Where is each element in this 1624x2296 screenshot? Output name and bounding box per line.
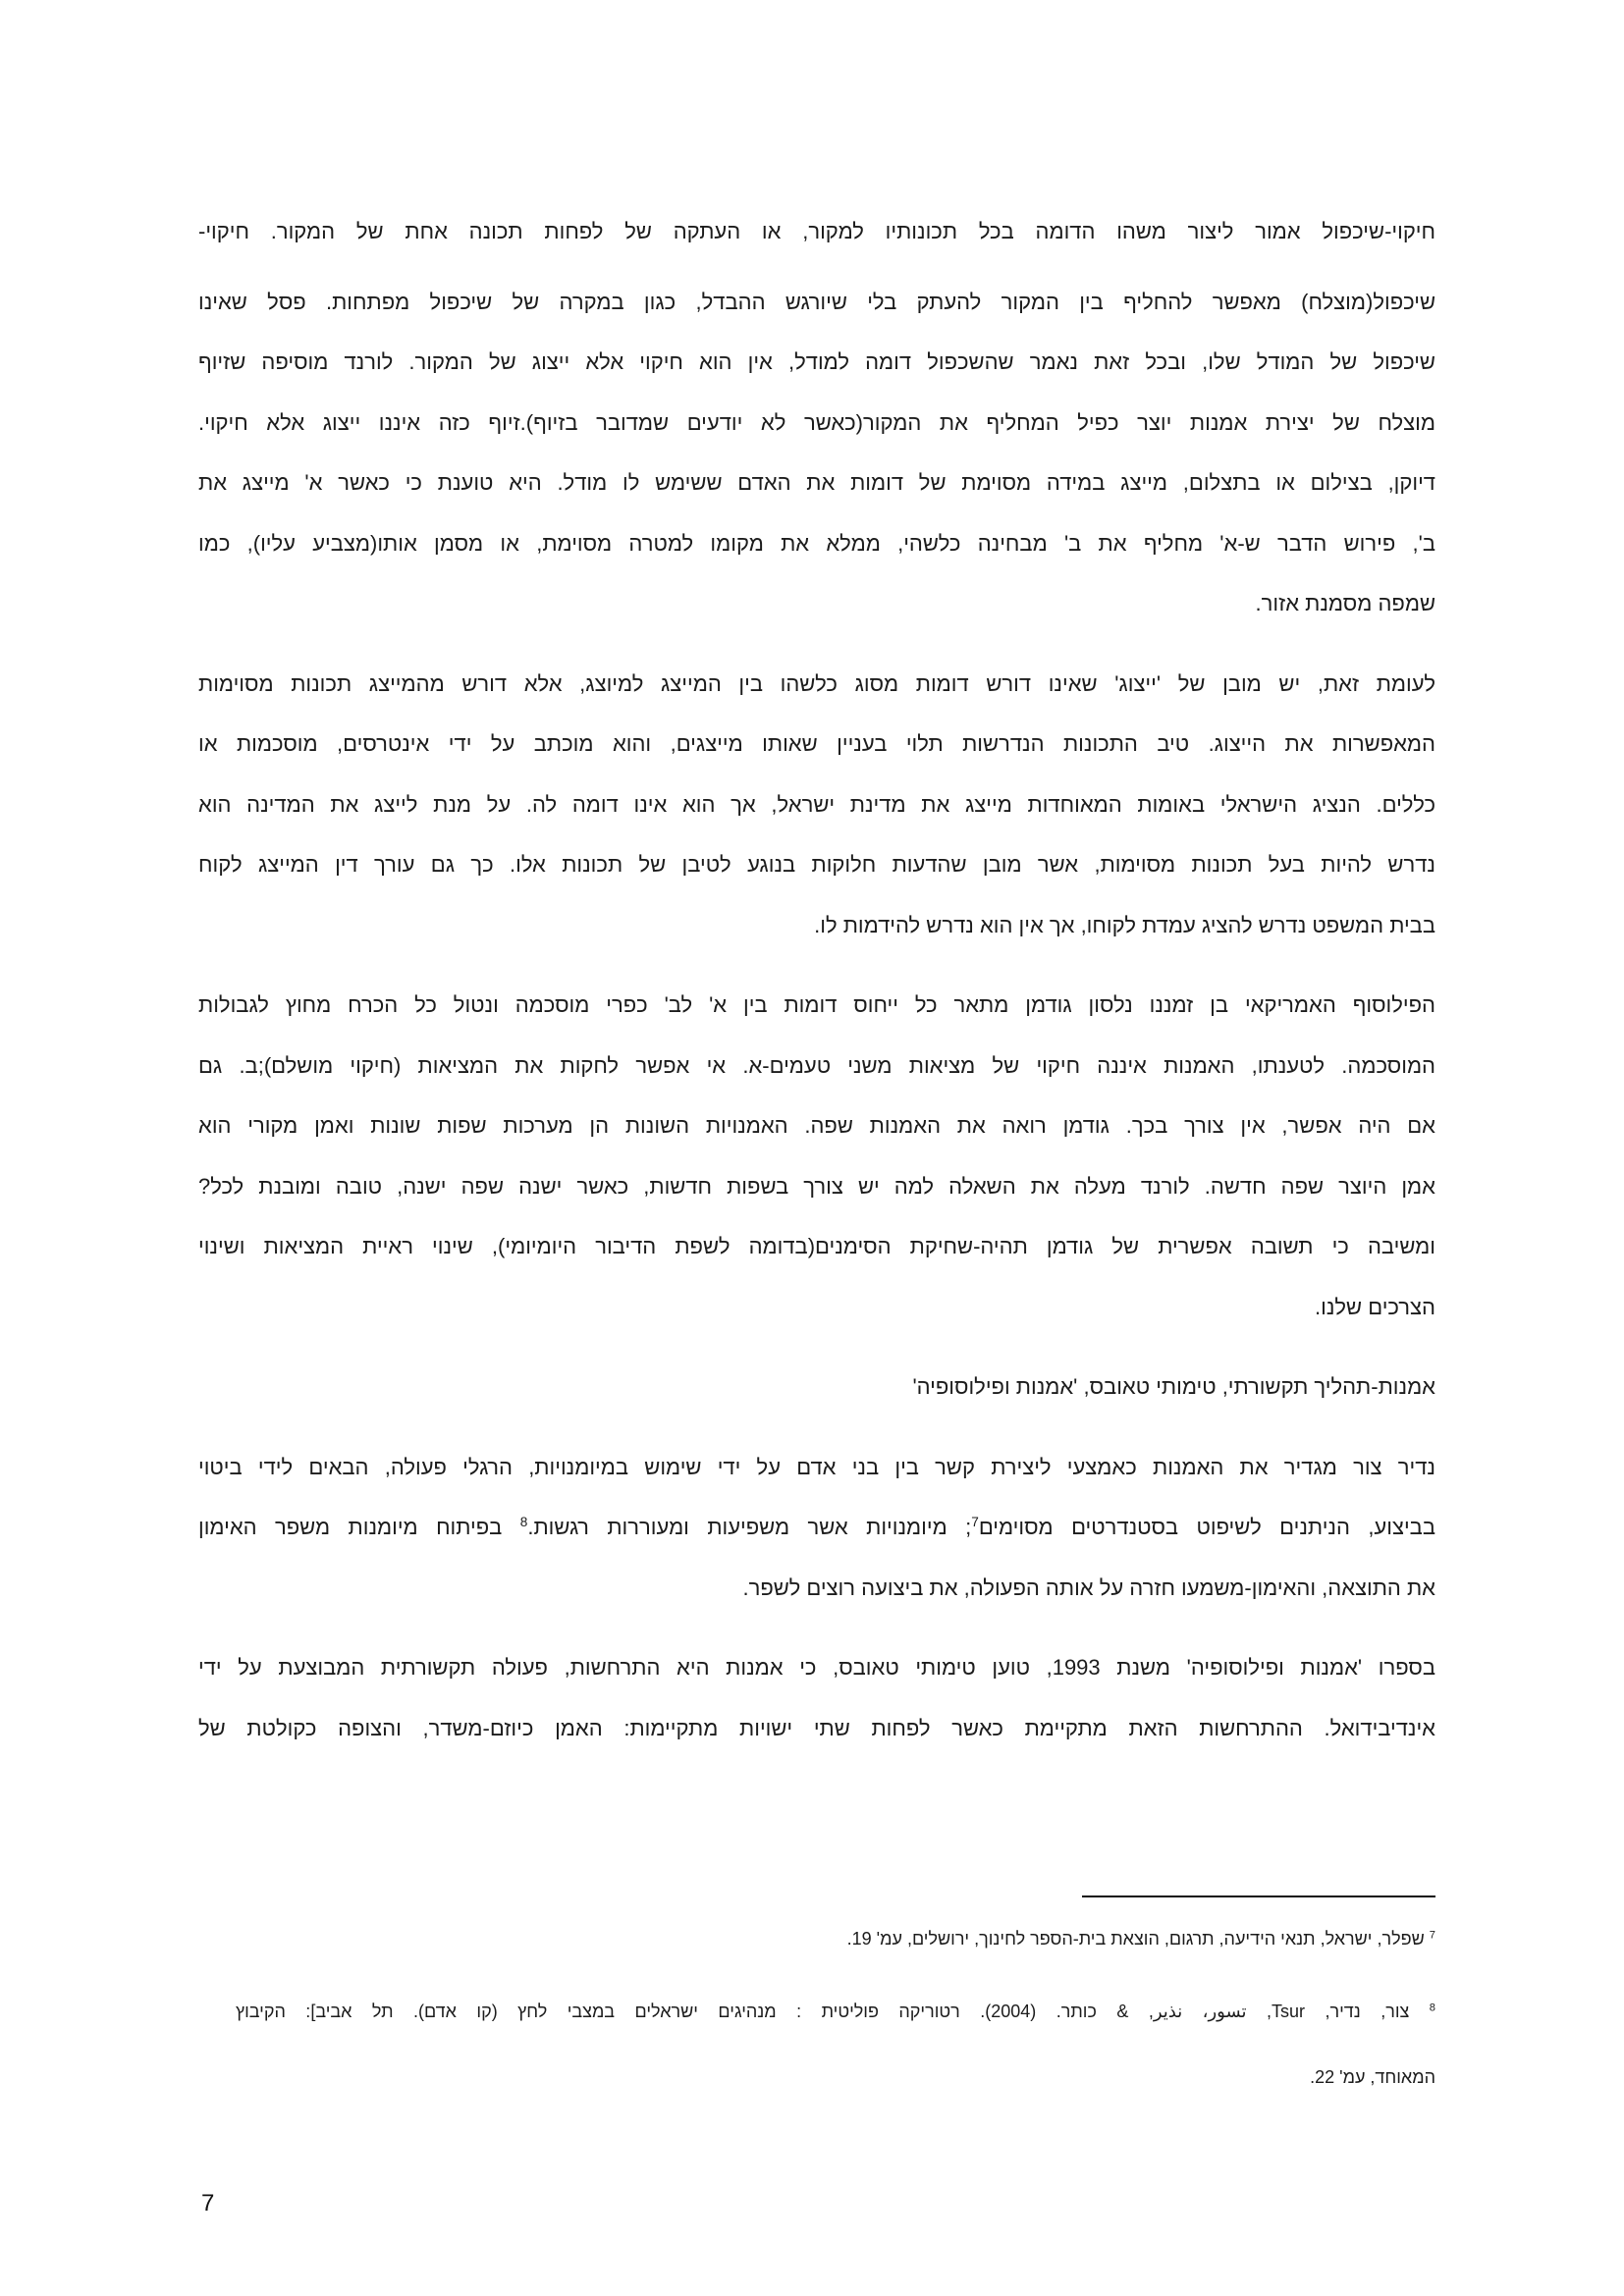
text-line: הצרכים שלנו. bbox=[1315, 1294, 1435, 1319]
footnote-separator bbox=[1082, 1896, 1435, 1897]
footnote-line: המאוחד, עמ' 22. bbox=[1310, 2067, 1435, 2087]
footnote-text: צור, נדיר, Tsur, تسور، نذير, & כותר. (2004). רטוריקה פוליטית : מנהיגים ישראלים במצבי לחץ (קו אדם). תל אביב]: הקיבוץ bbox=[236, 2001, 1410, 2021]
text-line: ומשיבה כי תשובה אפשרית של גודמן תהיה-שחיקת הסימנים(בדומה לשפת הדיבור היומיומי), שינוי ראיית המציאות ושינוי bbox=[198, 1234, 1435, 1258]
text-line: אם היה אפשר, אין צורך בכך. גודמן רואה את האמנות שפה. האמנויות השונות הן מערכות שפות שונות ואמן מקורי הוא bbox=[198, 1113, 1435, 1138]
footnotes bbox=[198, 1906, 1435, 2117]
text-line: נדרש להיות בעל תכונות מסוימות, אשר מובן שהדעות חלוקות בנוגע לטיבן של תכונות אלו. כך גם עורך דין המייצג לקוח bbox=[198, 852, 1435, 877]
footnote-reference-7: 7 bbox=[971, 1514, 979, 1529]
text-line: ב', פירוש הדבר ש-א' מחליף את ב' מבחינה כלשהי, ממלא את מקומו למטרה מסוימת, או מסמן אותו(מצביע עליו), כמו bbox=[198, 530, 1435, 556]
body-text bbox=[198, 201, 1435, 1778]
page-number: 7 bbox=[201, 2190, 215, 2216]
text-line: את התוצאה, והאימון-משמעו חזרה על אותה הפעולה, את ביצועה רוצים לשפר. bbox=[742, 1575, 1435, 1600]
text-segment: בביצוע, הניתנים לשיפוט בסטנדרטים מסוימים bbox=[978, 1515, 1435, 1539]
text-line bbox=[198, 1497, 1435, 1558]
paragraph-3 bbox=[198, 975, 1435, 1337]
text-line: אינדיבידואל. ההתרחשות הזאת מתקיימת כאשר לפחות שתי ישויות מתקיימות: האמן כיוזם-משדר, והצופה כקולטת של bbox=[198, 1715, 1435, 1740]
text-line: מוצלח של יצירת אמנות יוצר כפיל המחליף את המקור(כאשר לא יודעים שמדובר בזיוף).זיוף כזה איננו ייצוג אלא חיקוי. bbox=[198, 409, 1435, 435]
paragraph-2 bbox=[198, 654, 1435, 956]
text-line: הפילוסוף האמריקאי בן זמננו נלסון גודמן מתאר כל ייחוס דומות בין א' לב' כפרי מוסכמה ונטול כל הכרח מחוץ לגבולות bbox=[198, 992, 1435, 1017]
text-line: נדיר צור מגדיר את האמנות כאמצעי ליצירת קשר בין בני אדם על ידי שימוש במיומנויות, הרגלי פעולה, הבאים לידי ביטוי bbox=[198, 1454, 1435, 1479]
text-line: שיכפול(מוצלח) מאפשר להחליף בין המקור להעתק בלי שיורגש ההבדל, כגון במקרה של שיכפול מפתחות. פסל שאינו bbox=[198, 289, 1435, 314]
paragraph-1 bbox=[198, 201, 1435, 634]
text-segment: בפיתוח מיומנות משפר האימון bbox=[198, 1515, 503, 1539]
footnote-8 bbox=[198, 1979, 1435, 2111]
section-heading-block bbox=[198, 1357, 1435, 1417]
section-heading: אמנות-תהליך תקשורתי, טימותי טאובס, 'אמנות ופילוסופיה' bbox=[912, 1374, 1435, 1399]
text-line: לעומת זאת, יש מובן של 'ייצוג' שאינו דורש דומות מסוג כלשהו בין המייצג למיוצג, אלא דורש מהמייצג תכונות מסוימות bbox=[198, 670, 1435, 696]
footnote-7 bbox=[198, 1906, 1435, 1973]
text-segment: ; מיומנויות אשר משפיעות ומעוררות רגשות. bbox=[527, 1515, 972, 1539]
text-line: אמן היוצר שפה חדשה. לורנד מעלה את השאלה למה יש צורך בשפות חדשות, כאשר ישנה שפה ישנה, טובה ומובנת לכל? bbox=[198, 1173, 1435, 1199]
paragraph-5 bbox=[198, 1637, 1435, 1758]
footnote-text: שפלר, ישראל, תנאי הידיעה, תרגום, הוצאת בית-הספר לחינוך, ירושלים, עמ' 19. bbox=[846, 1929, 1425, 1949]
text-line: בספרו 'אמנות ופילוסופיה' משנת 1993, טוען טימותי טאובס, כי אמנות היא התרחשות, פעולה תקשורתית המבוצעת על ידי bbox=[198, 1655, 1435, 1680]
text-line: כללים. הנציג הישראלי באומות המאוחדות מייצג את מדינת ישראל, אך הוא אינו דומה לה. על מנת לייצג את המדינה הוא bbox=[198, 791, 1435, 817]
text-line: בבית המשפט נדרש להציג עמדת לקוחו, אך אין הוא נדרש להידמות לו. bbox=[814, 912, 1435, 937]
footnote-reference-8: 8 bbox=[519, 1514, 528, 1529]
paragraph-4 bbox=[198, 1437, 1435, 1619]
footnote-line bbox=[198, 1979, 1435, 2046]
text-line: דיוקן, בצילום או בתצלום, מייצג במידה מסוימת של דומות את האדם ששימש לו מודל. היא טוענת כי כאשר א' מייצג את bbox=[198, 470, 1435, 495]
text-line: חיקוי-שיכפול אמור ליצור משהו הדומה בכל תכונותיו למקור, או העתקה של לפחות תכונה אחת של המקור. חיקוי- bbox=[198, 219, 1435, 243]
footnote-marker: 8 bbox=[1429, 2001, 1436, 2013]
text-line: שמפה מסמנת אזור. bbox=[1255, 591, 1435, 615]
text-line: המאפשרות את הייצוג. טיב התכונות הנדרשות תלוי בעניין שאותו מייצגים, והוא מוכתב על ידי אינטרסים, מוסכמות או bbox=[198, 731, 1435, 756]
text-line: המוסכמה. לטענתו, האמנות איננה חיקוי של מציאות משני טעמים-א. אי אפשר לחקות את המציאות (חיקוי מושלם);ב. גם bbox=[198, 1052, 1435, 1078]
footnote-line bbox=[198, 1906, 1435, 1973]
footnote-marker: 7 bbox=[1429, 1929, 1435, 1942]
text-line: שיכפול של המודל שלו, ובכל זאת נאמר שהשכפול דומה למודל, אין הוא חיקוי אלא ייצוג של המקור. לורנד מוסיפה שזיוף bbox=[198, 349, 1435, 374]
